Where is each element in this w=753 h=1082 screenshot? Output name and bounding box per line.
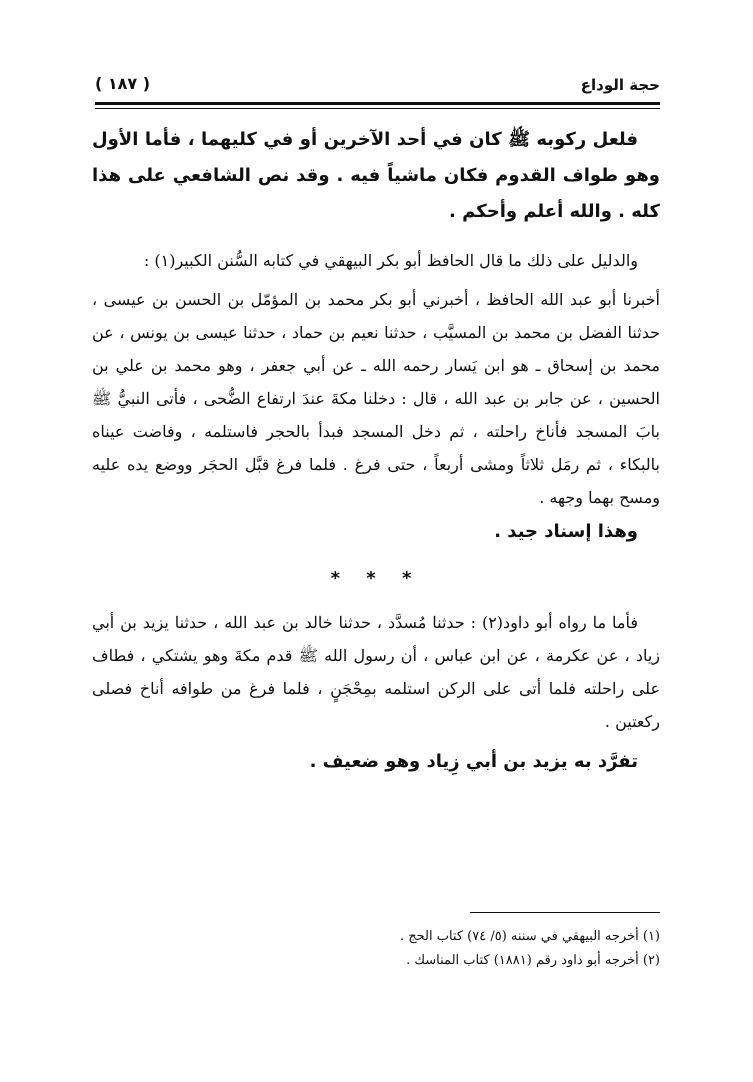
page-number: ( ١٨٧ ) xyxy=(95,74,151,93)
header-rule-thick xyxy=(95,102,660,105)
paragraph-weakness: تفرَّد به يزيد بن أبي زِياد وهو ضعيف . xyxy=(309,751,638,772)
page-header xyxy=(95,72,660,102)
paragraph-evidence: والدليل على ذلك ما قال الحافظ أبو بكر البيهقي في كتابه السُّنن الكبير(١) : xyxy=(143,251,638,270)
footnote-rule xyxy=(470,912,660,913)
section-separator: * * * xyxy=(330,568,422,589)
footnote-1: (١) أخرجه البيهقي في سننه (٥/ ٧٤) كتاب الحج . xyxy=(399,929,660,944)
paragraph-verdict: وهذا إسناد جيد . xyxy=(494,521,638,542)
main-text xyxy=(92,112,660,780)
footnotes xyxy=(300,925,660,973)
footnote-2: (٢) أخرجه أبو داود رقم (١٨٨١) كتاب المناسك . xyxy=(406,953,660,968)
running-title: حجة الوداع xyxy=(580,76,660,94)
header-rule-thin xyxy=(95,108,660,109)
paragraph-hadith-chain: أخبرنا أبو عبد الله الحافظ ، أخبرني أبو بكر محمد بن المؤمّل بن الحسن بن عيسى ، حدثنا الفضل بن محمد بن المسيَّب ، حدثنا نعيم بن حماد ، حدثنا عيسى بن يونس ، عن محمد بن إسحاق ـ هو ابن يَسار رحمه الله ـ عن أبي جعفر ، وهو محمد بن علي بن الحسين ، عن جابر بن عبد الله ، قال : دخلنا مكةَ عندَ ارتفاع الضُّحى ، فأتى النبيُّ ﷺ بابَ المسجد فأناخ راحلته ، ثم دخل المسجد فبدأ بالحجر فاستلمه ، وفاضت عيناه بالبكاء ، ثم رمَل ثلاثاً ومشى أربعاً ، حتى فرغ . فلما فرغ قبَّل الحجَر ووضع يده عليه ومسح بهما وجهه . xyxy=(92,290,661,507)
paragraph-intro: فلعل ركوبه ﷺ كان في أحد الآخرين أو في كليهما ، فأما الأول وهو طواف القدوم فكان ماشياً فيه . وقد نص الشافعي على هذا كله . والله أعلم وأحكم . xyxy=(92,129,660,222)
paragraph-abu-dawud: فأما ما رواه أبو داود(٢) : حدثنا مُسدَّد ، حدثنا خالد بن عبد الله ، حدثنا يزيد بن أبي زياد ، عن عكرمة ، عن ابن عباس ، أن رسول الله ﷺ قدم مكةَ وهو يشتكي ، فطاف على راحلته فلما أتى على الركن استلمه بمِحْجَنٍ ، فلما فرغ من طوافه أناخ فصلى ركعتين . xyxy=(92,613,660,731)
